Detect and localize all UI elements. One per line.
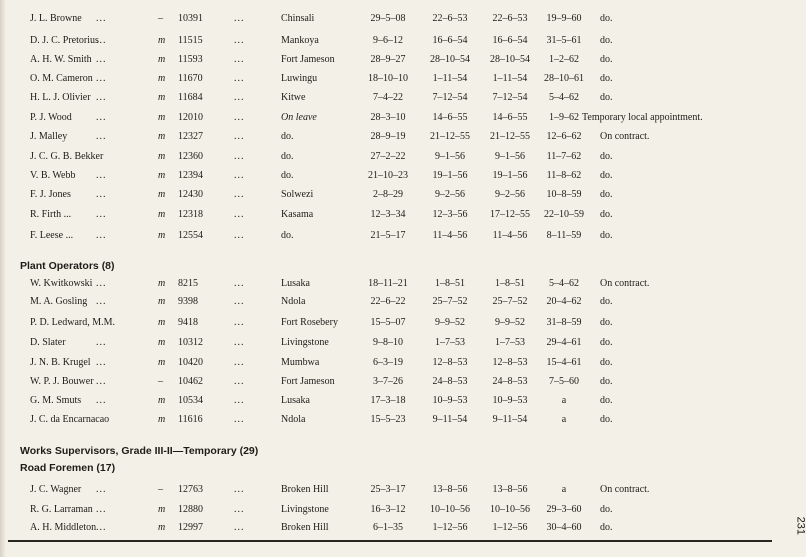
date-first-appointment: 21–12–55 — [430, 131, 470, 142]
staff-number: 11670 — [178, 73, 203, 84]
leader-dots: ... — [234, 35, 245, 46]
staff-number: 10462 — [178, 376, 203, 387]
date-present-appointment: 1–8–51 — [495, 278, 525, 289]
station: Livingstone — [281, 337, 329, 348]
date-first-appointment: 9–9–52 — [435, 317, 465, 328]
date-first-appointment: 1–8–51 — [435, 278, 465, 289]
table-row — [0, 393, 770, 409]
leader-dots: ... — [234, 13, 245, 24]
staff-number: 12554 — [178, 230, 203, 241]
remarks: do. — [600, 35, 613, 46]
table-row — [0, 335, 770, 351]
leader-dots: ... — [96, 112, 107, 123]
remarks: do. — [600, 522, 613, 533]
date-leave-due: 11–8–62 — [546, 170, 582, 181]
leader-dots: ... — [96, 35, 107, 46]
table-row — [0, 374, 770, 390]
person-name: A. H. W. Smith — [30, 54, 92, 65]
leader-dots: ... — [234, 73, 245, 84]
date-leave-due: 19–9–60 — [546, 13, 582, 24]
sex-code: m — [158, 337, 166, 348]
date-of-birth: 15–5–23 — [370, 414, 406, 425]
date-leave-due: 12–6–62 — [546, 131, 582, 142]
table-row — [0, 315, 770, 331]
leader-dots: ... — [96, 395, 107, 406]
station: Ndola — [281, 296, 306, 307]
sex-code: m — [158, 296, 166, 307]
leader-dots: ... — [234, 54, 245, 65]
table-row — [0, 11, 770, 27]
date-leave-due: 29–3–60 — [546, 504, 582, 515]
date-leave-due: 1–9–62 — [549, 112, 579, 123]
remarks: do. — [600, 151, 613, 162]
leader-dots: ... — [96, 209, 107, 220]
station: Lusaka — [281, 395, 310, 406]
sex-code: m — [158, 504, 166, 515]
date-first-appointment: 7–12–54 — [432, 92, 468, 103]
station: Kasama — [281, 209, 314, 220]
leader-dots: ... — [96, 189, 107, 200]
staff-number: 12997 — [178, 522, 203, 533]
table-row — [0, 412, 770, 428]
date-first-appointment: 10–10–56 — [430, 504, 470, 515]
date-of-birth: 28–9–19 — [370, 131, 406, 142]
date-leave-due: a — [561, 414, 567, 425]
remarks: do. — [600, 209, 613, 220]
station: Broken Hill — [281, 484, 329, 495]
sex-code: m — [158, 35, 166, 46]
date-of-birth: 7–4–22 — [373, 92, 403, 103]
sex-code: m — [158, 414, 166, 425]
date-of-birth: 2–8–29 — [373, 189, 403, 200]
leader-dots: ... — [234, 131, 245, 142]
station: Solwezi — [281, 189, 314, 200]
leader-dots: ... — [234, 230, 245, 241]
person-name: R. Firth ... — [30, 209, 72, 220]
staff-number: 12763 — [178, 484, 203, 495]
person-name: M. A. Gosling — [30, 296, 88, 307]
leader-dots: ... — [234, 522, 245, 533]
date-leave-due: 28–10–61 — [544, 73, 584, 84]
person-name: J. C. G. B. Bekker — [30, 151, 104, 162]
date-first-appointment: 22–6–53 — [432, 13, 468, 24]
sex-code: m — [158, 131, 166, 142]
date-first-appointment: 9–11–54 — [432, 414, 468, 425]
person-name: G. M. Smuts — [30, 395, 82, 406]
table-row — [0, 355, 770, 371]
table-row — [0, 90, 770, 106]
date-present-appointment: 11–4–56 — [492, 230, 528, 241]
station: Mumbwa — [281, 357, 320, 368]
date-of-birth: 28–3–10 — [370, 112, 406, 123]
remarks: On contract. — [600, 484, 650, 495]
sex-code: – — [158, 376, 163, 387]
leader-dots: ... — [96, 357, 107, 368]
date-of-birth: 21–5–17 — [370, 230, 406, 241]
date-present-appointment: 7–12–54 — [492, 92, 528, 103]
person-name: A. H. Middleton — [30, 522, 97, 533]
staff-number: 9418 — [178, 317, 198, 328]
leader-dots: ... — [96, 522, 107, 533]
person-name: V. B. Webb — [30, 170, 76, 181]
section-heading: Plant Operators (8) — [20, 260, 115, 272]
remarks: do. — [600, 357, 613, 368]
date-of-birth: 3–7–26 — [373, 376, 403, 387]
remarks: do. — [600, 296, 613, 307]
date-first-appointment: 19–1–56 — [432, 170, 468, 181]
staff-number: 11515 — [178, 35, 203, 46]
remarks: On contract. — [600, 278, 650, 289]
table-row — [0, 110, 770, 126]
remarks: do. — [600, 92, 613, 103]
table-row — [0, 129, 770, 145]
date-present-appointment: 16–6–54 — [492, 35, 528, 46]
station: Fort Jameson — [281, 376, 335, 387]
date-present-appointment: 1–12–56 — [492, 522, 528, 533]
staff-number: 8215 — [178, 278, 198, 289]
leader-dots: ... — [96, 73, 107, 84]
remarks: Temporary local appointment. — [582, 112, 703, 123]
table-row — [0, 482, 770, 498]
remarks: On contract. — [600, 131, 650, 142]
staff-number: 12394 — [178, 170, 203, 181]
leader-dots: ... — [234, 151, 245, 162]
person-name: F. J. Jones — [30, 189, 71, 200]
date-leave-due: 30–4–60 — [546, 522, 582, 533]
leader-dots: ... — [234, 112, 245, 123]
person-name: O. M. Cameron — [30, 73, 93, 84]
date-of-birth: 29–5–08 — [370, 13, 406, 24]
leader-dots: ... — [234, 376, 245, 387]
person-name: D. J. C. Pretorius — [30, 35, 99, 46]
date-first-appointment: 14–6–55 — [432, 112, 468, 123]
person-name: J. C. da Encarnacao — [30, 414, 110, 425]
table-row — [0, 207, 770, 223]
station: Mankoya — [281, 35, 319, 46]
leader-dots: ... — [234, 170, 245, 181]
date-present-appointment: 13–8–56 — [492, 484, 528, 495]
date-leave-due: 5–4–62 — [549, 92, 579, 103]
staff-number: 12318 — [178, 209, 203, 220]
leader-dots: ... — [234, 484, 245, 495]
person-name: W. P. J. Bouwer — [30, 376, 94, 387]
remarks: do. — [600, 73, 613, 84]
table-row — [0, 228, 770, 244]
date-present-appointment: 28–10–54 — [490, 54, 530, 65]
sex-code: m — [158, 230, 166, 241]
date-present-appointment: 12–8–53 — [492, 357, 528, 368]
date-of-birth: 25–3–17 — [370, 484, 406, 495]
staff-number: 12880 — [178, 504, 203, 515]
leader-dots: ... — [96, 170, 107, 181]
date-present-appointment: 10–9–53 — [492, 395, 528, 406]
person-name: J. Malley — [30, 131, 68, 142]
date-first-appointment: 16–6–54 — [432, 35, 468, 46]
date-of-birth: 16–3–12 — [370, 504, 406, 515]
staff-number: 12360 — [178, 151, 203, 162]
remarks: do. — [600, 414, 613, 425]
page-number: 231 — [794, 516, 806, 535]
date-present-appointment: 24–8–53 — [492, 376, 528, 387]
station: Lusaka — [281, 278, 310, 289]
date-present-appointment: 1–7–53 — [495, 337, 525, 348]
date-of-birth: 21–10–23 — [368, 170, 408, 181]
person-name: P. J. Wood — [30, 112, 72, 123]
table-row — [0, 52, 770, 68]
station: do. — [281, 131, 294, 142]
remarks: do. — [600, 504, 613, 515]
date-of-birth: 9–6–12 — [373, 35, 403, 46]
date-leave-due: a — [561, 395, 567, 406]
date-present-appointment: 9–2–56 — [495, 189, 525, 200]
sex-code: – — [158, 13, 163, 24]
leader-dots: ... — [234, 357, 245, 368]
date-present-appointment: 25–7–52 — [492, 296, 528, 307]
station: do. — [281, 170, 294, 181]
sex-code: m — [158, 522, 166, 533]
station: Fort Rosebery — [281, 317, 338, 328]
person-name: R. G. Larraman — [30, 504, 93, 515]
sex-code: m — [158, 151, 166, 162]
leader-dots: ... — [96, 278, 107, 289]
leader-dots: ... — [96, 230, 107, 241]
station: Luwingu — [281, 73, 318, 84]
remarks: do. — [600, 170, 613, 181]
date-of-birth: 18–10–10 — [368, 73, 408, 84]
sex-code: m — [158, 317, 166, 328]
date-present-appointment: 19–1–56 — [492, 170, 528, 181]
leader-dots: ... — [96, 54, 107, 65]
remarks: do. — [600, 337, 613, 348]
station: do. — [281, 230, 294, 241]
date-of-birth: 22–6–22 — [370, 296, 406, 307]
date-first-appointment: 9–2–56 — [435, 189, 465, 200]
staff-number: 10420 — [178, 357, 203, 368]
leader-dots: ... — [96, 376, 107, 387]
station: do. — [281, 151, 294, 162]
remarks: do. — [600, 395, 613, 406]
date-of-birth: 28–9–27 — [370, 54, 406, 65]
date-of-birth: 15–5–07 — [370, 317, 406, 328]
date-of-birth: 6–3–19 — [373, 357, 403, 368]
sex-code: m — [158, 170, 166, 181]
sex-code: – — [158, 484, 163, 495]
table-row — [0, 168, 770, 184]
leader-dots: ... — [234, 189, 245, 200]
date-first-appointment: 11–4–56 — [432, 230, 468, 241]
remarks: do. — [600, 54, 613, 65]
leader-dots: ... — [96, 13, 107, 24]
date-leave-due: 22–10–59 — [544, 209, 584, 220]
person-name: D. Slater — [30, 337, 66, 348]
date-of-birth: 9–8–10 — [373, 337, 403, 348]
leader-dots: ... — [234, 414, 245, 425]
date-first-appointment: 24–8–53 — [432, 376, 468, 387]
station: Chinsali — [281, 13, 315, 24]
table-row — [0, 520, 770, 536]
staff-number: 12430 — [178, 189, 203, 200]
date-leave-due: 20–4–62 — [546, 296, 582, 307]
date-present-appointment: 22–6–53 — [492, 13, 528, 24]
staff-number: 12010 — [178, 112, 203, 123]
person-name: H. L. J. Olivier — [30, 92, 91, 103]
sex-code: m — [158, 278, 166, 289]
staff-number: 10534 — [178, 395, 203, 406]
date-leave-due: 10–8–59 — [546, 189, 582, 200]
person-name: J. C. Wagner — [30, 484, 82, 495]
table-row — [0, 187, 770, 203]
date-leave-due: 31–8–59 — [546, 317, 582, 328]
sex-code: m — [158, 357, 166, 368]
leader-dots: ... — [234, 278, 245, 289]
date-leave-due: 11–7–62 — [546, 151, 582, 162]
sex-code: m — [158, 92, 166, 103]
person-name: J. L. Browne — [30, 13, 82, 24]
sex-code: m — [158, 73, 166, 84]
date-leave-due: 31–5–61 — [546, 35, 582, 46]
date-present-appointment: 21–12–55 — [490, 131, 530, 142]
leader-dots: ... — [234, 296, 245, 307]
date-first-appointment: 13–8–56 — [432, 484, 468, 495]
date-first-appointment: 28–10–54 — [430, 54, 470, 65]
station: Livingstone — [281, 504, 329, 515]
staff-number: 11593 — [178, 54, 203, 65]
person-name: F. Leese ... — [30, 230, 74, 241]
staff-number: 11684 — [178, 92, 203, 103]
remarks: do. — [600, 189, 613, 200]
leader-dots: ... — [234, 209, 245, 220]
leader-dots: ... — [96, 92, 107, 103]
leader-dots: ... — [234, 504, 245, 515]
leader-dots: ... — [234, 317, 245, 328]
station: On leave — [281, 112, 317, 123]
date-first-appointment: 1–11–54 — [432, 73, 468, 84]
sex-code: m — [158, 189, 166, 200]
station: Broken Hill — [281, 522, 329, 533]
date-leave-due: 15–4–61 — [546, 357, 582, 368]
section-heading: Works Supervisors, Grade III-II—Temporary (29) — [20, 445, 259, 457]
date-first-appointment: 1–12–56 — [432, 522, 468, 533]
date-present-appointment: 9–9–52 — [495, 317, 525, 328]
person-name: J. N. B. Krugel — [30, 357, 91, 368]
leader-dots: ... — [96, 504, 107, 515]
station: Fort Jameson — [281, 54, 335, 65]
remarks: do. — [600, 230, 613, 241]
date-of-birth: 12–3–34 — [370, 209, 406, 220]
leader-dots: ... — [96, 296, 107, 307]
date-first-appointment: 12–3–56 — [432, 209, 468, 220]
staff-number: 12327 — [178, 131, 203, 142]
date-leave-due: 1–2–62 — [549, 54, 579, 65]
station: Ndola — [281, 414, 306, 425]
leader-dots: ... — [234, 395, 245, 406]
section-heading: Road Foremen (17) — [20, 462, 116, 474]
date-leave-due: a — [561, 484, 567, 495]
date-of-birth: 17–3–18 — [370, 395, 406, 406]
person-name: W. Kwitkowski — [30, 278, 93, 289]
date-present-appointment: 9–1–56 — [495, 151, 525, 162]
leader-dots: ... — [96, 484, 107, 495]
sex-code: m — [158, 395, 166, 406]
staff-number: 10391 — [178, 13, 203, 24]
table-row — [0, 33, 770, 49]
remarks: do. — [600, 317, 613, 328]
leader-dots: ... — [234, 337, 245, 348]
date-leave-due: 5–4–62 — [549, 278, 579, 289]
table-row — [0, 71, 770, 87]
date-present-appointment: 1–11–54 — [492, 73, 528, 84]
date-present-appointment: 9–11–54 — [492, 414, 528, 425]
leader-dots: ... — [234, 92, 245, 103]
date-present-appointment: 14–6–55 — [492, 112, 528, 123]
table-row — [0, 276, 770, 292]
remarks: do. — [600, 13, 613, 24]
leader-dots: ... — [96, 131, 107, 142]
date-first-appointment: 25–7–52 — [432, 296, 468, 307]
staff-number: 11616 — [178, 414, 203, 425]
date-leave-due: 29–4–61 — [546, 337, 582, 348]
date-first-appointment: 1–7–53 — [435, 337, 465, 348]
sex-code: m — [158, 54, 166, 65]
date-present-appointment: 10–10–56 — [490, 504, 530, 515]
bottom-rule — [8, 540, 772, 542]
date-of-birth: 27–2–22 — [370, 151, 406, 162]
leader-dots: ... — [96, 337, 107, 348]
staff-number: 9398 — [178, 296, 198, 307]
date-leave-due: 8–11–59 — [546, 230, 582, 241]
remarks: do. — [600, 376, 613, 387]
table-row — [0, 149, 770, 165]
person-name: P. D. Ledward, M.M. — [30, 317, 115, 328]
date-of-birth: 18–11–21 — [368, 278, 408, 289]
date-leave-due: 7–5–60 — [549, 376, 579, 387]
table-row — [0, 294, 770, 310]
date-first-appointment: 12–8–53 — [432, 357, 468, 368]
date-first-appointment: 9–1–56 — [435, 151, 465, 162]
sex-code: m — [158, 112, 166, 123]
sex-code: m — [158, 209, 166, 220]
table-row — [0, 502, 770, 518]
staff-number: 10312 — [178, 337, 203, 348]
date-first-appointment: 10–9–53 — [432, 395, 468, 406]
station: Kitwe — [281, 92, 306, 103]
date-of-birth: 6–1–35 — [373, 522, 403, 533]
date-present-appointment: 17–12–55 — [490, 209, 530, 220]
